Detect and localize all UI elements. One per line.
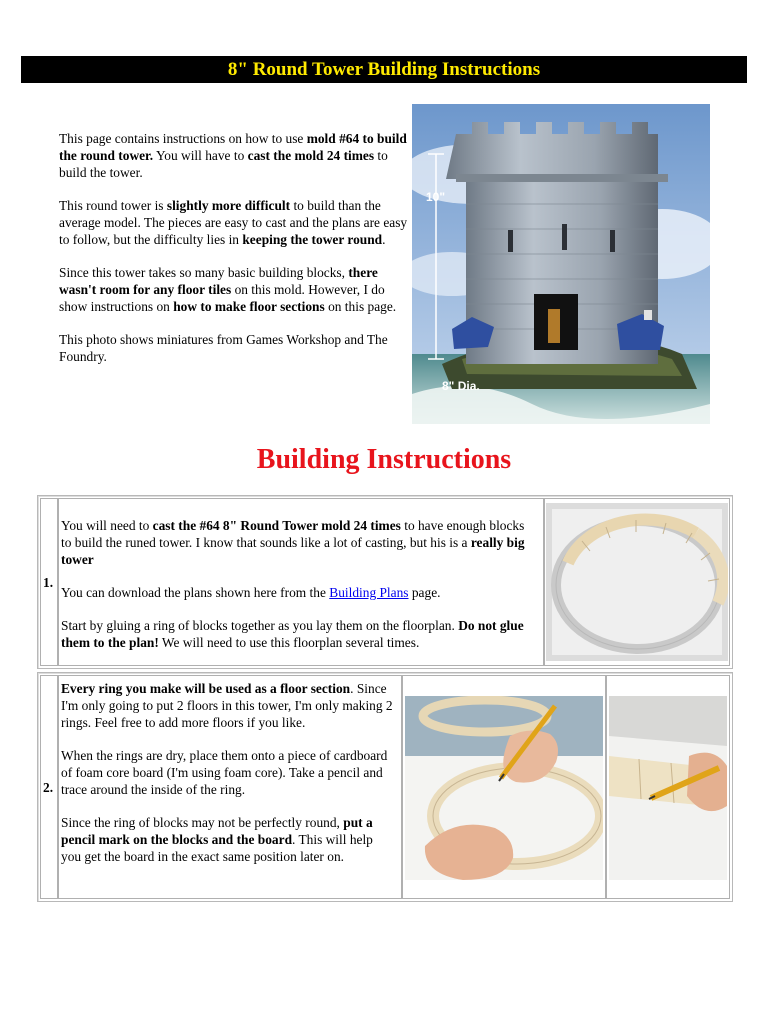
step-2-paragraph-1: Every ring you make will be used as a floor section. Since I'm only going to put 2 floors in this tower, I'm only making 2 rings. Feel free to add more floors if you like.	[61, 681, 393, 730]
floorplan-ring-photo	[546, 503, 728, 661]
height-label: 10"	[426, 190, 446, 204]
intro-paragraph-3: Since this tower takes so many basic building blocks, there wasn't room for any floor tiles on this mold. However, I do show instructions on how to make floor sections on this page.	[59, 265, 397, 314]
step-1-paragraph-3: Start by gluing a ring of blocks together as you lay them on the floorplan. Do not glue them to the plan! We will need to use this floorplan several times.	[61, 618, 524, 650]
step-1-paragraph-2: You can download the plans shown here from the Building Plans page.	[61, 585, 441, 600]
page-title: 8" Round Tower Building Instructions	[227, 59, 541, 80]
building-instructions-heading: Building Instructions	[256, 444, 512, 475]
diameter-label: 8" Dia.	[442, 379, 480, 393]
intro-text	[59, 130, 409, 381]
step-1-text-cell	[58, 498, 544, 666]
step-1-number: 1.	[43, 575, 54, 590]
step-1-image-cell	[544, 498, 730, 666]
step-1-text	[61, 517, 529, 667]
pencil-mark-photo	[609, 696, 727, 880]
step-2-paragraph-2: When the rings are dry, place them onto a piece of cardboard of foam core board (I'm using foam core). Take a pencil and trace around the inside of the ring.	[61, 748, 388, 797]
step-2-paragraph-3: Since the ring of blocks may not be perfectly round, put a pencil mark on the blocks and the board. This will help you get the board in the exact same position later on.	[61, 815, 373, 864]
step-2-number: 2.	[43, 780, 54, 795]
step-2-text	[61, 680, 393, 881]
step-2-number-cell	[40, 675, 58, 899]
step-2-text-cell	[58, 675, 402, 899]
building-plans-link[interactable]: Building Plans	[329, 585, 409, 600]
step-2-table	[37, 672, 733, 902]
page-title-bar	[21, 56, 747, 83]
step-1-number-cell	[40, 498, 58, 666]
tower-photo	[412, 104, 710, 424]
intro-paragraph-1: This page contains instructions on how to use mold #64 to build the round tower. You will have to cast the mold 24 times to build the tower.	[59, 131, 407, 180]
step-1-table	[37, 495, 733, 669]
tracing-ring-photo	[405, 696, 603, 880]
step-1-paragraph-1: You will need to cast the #64 8" Round Tower mold 24 times to have enough blocks to build the runed tower. I know that sounds like a lot of casting, but his is a really big tower	[61, 518, 525, 567]
step-2-image-cell-1	[402, 675, 606, 899]
step-2-image-cell-2	[606, 675, 730, 899]
intro-paragraph-2: This round tower is slightly more difficult to build than the average model. The pieces are easy to cast and the plans are easy to follow, but the difficulty lies in keeping the tower round.	[59, 198, 408, 247]
intro-paragraph-4: This photo shows miniatures from Games Workshop and The Foundry.	[59, 332, 388, 364]
